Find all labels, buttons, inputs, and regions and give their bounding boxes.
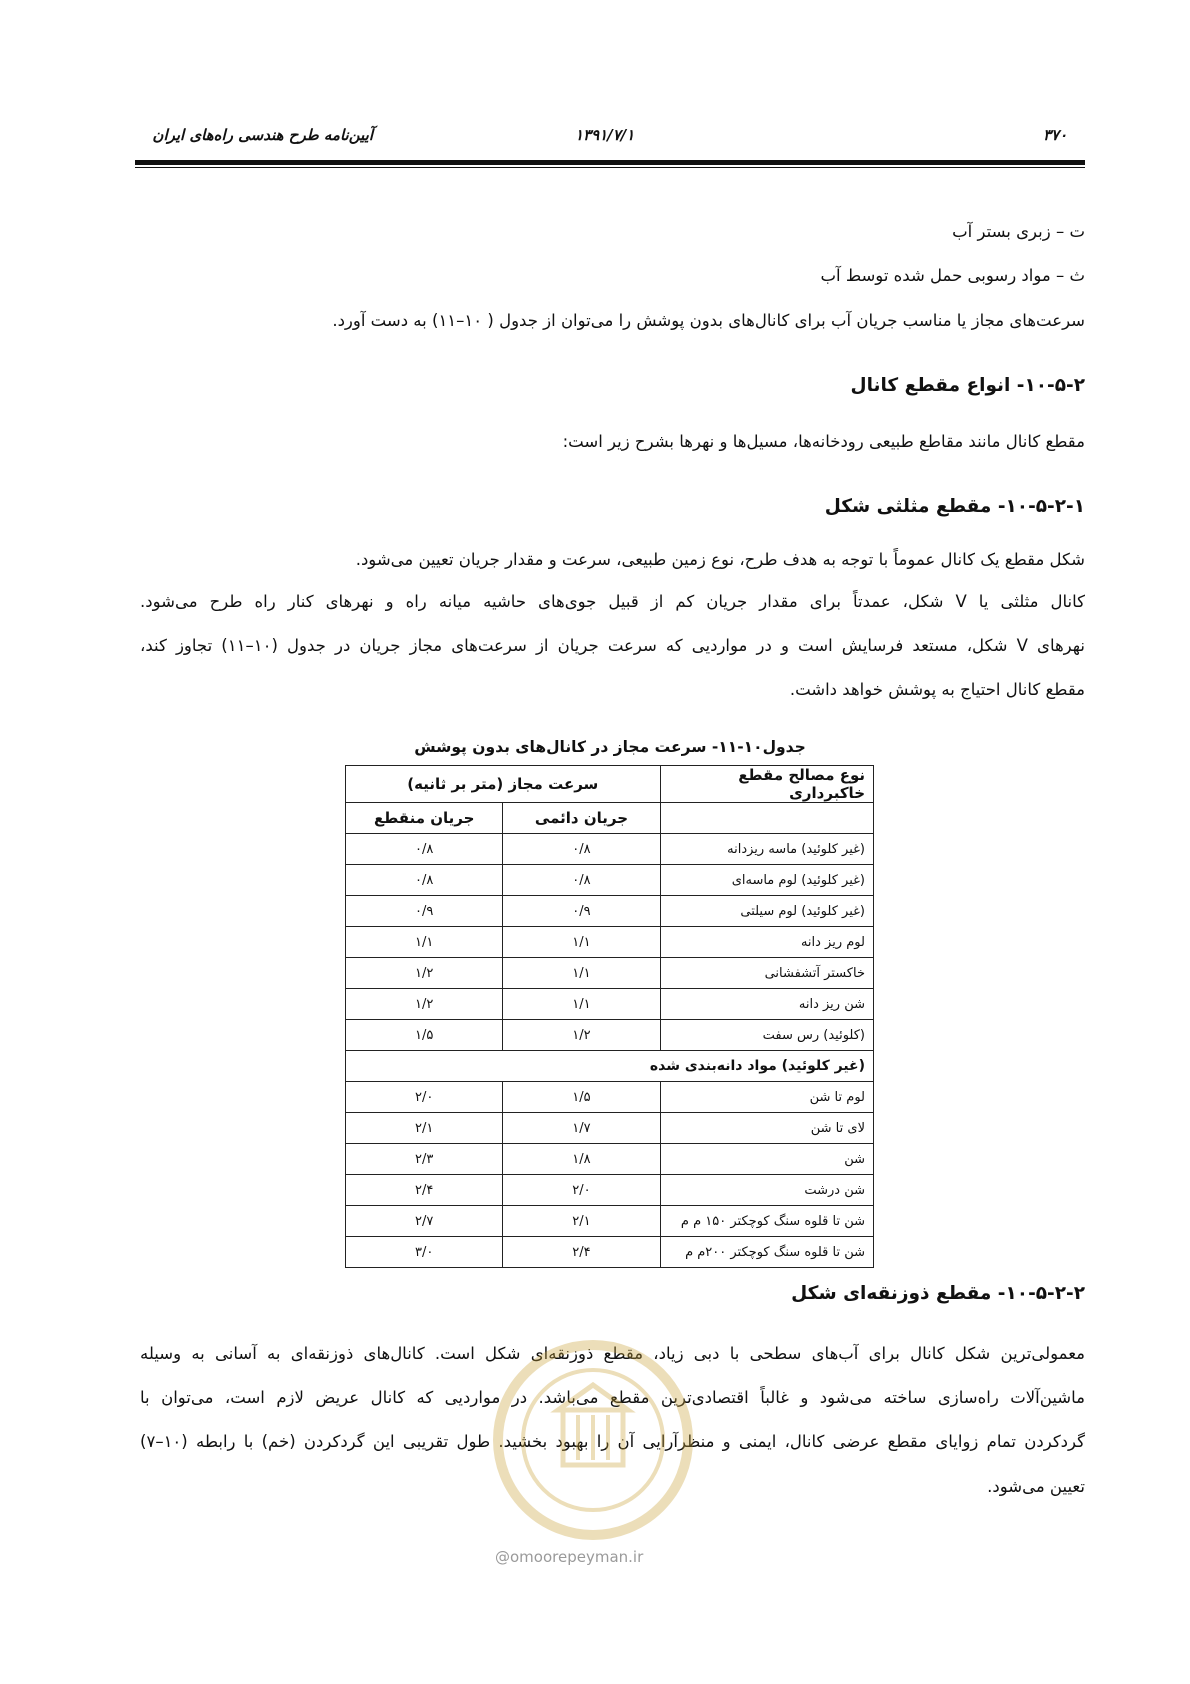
cell-intermittent-flow: ۰/۸ [346, 834, 503, 865]
paragraph-line: گردکردن تمام زوایای مقطع عرضی کانال، ایمنی و منظرآرایی آن را بهبود بخشید. طول تقریبی این گردکردن (خم) با رابطه (۱۰–۷) [140, 1432, 1085, 1451]
cell-intermittent-flow: ۱/۲ [346, 958, 503, 989]
table-row [346, 834, 874, 865]
cell-permanent-flow: ۰/۸ [503, 865, 660, 896]
cell-permanent-flow: ۱/۷ [503, 1113, 660, 1144]
cell-permanent-flow: ۱/۸ [503, 1144, 660, 1175]
cell-material: (کلوئید) رس سفت [660, 1020, 873, 1051]
cell-material: شن ریز دانه [660, 989, 873, 1020]
header-rule-thick [135, 160, 1085, 165]
paragraph-line: معمولی‌ترین شکل کانال برای آب‌های سطحی با دبی زیاد، مقطع ذوزنقه‌ای شکل است. کانال‌های ذوزنقه‌ای به آسانی به وسیله [140, 1344, 1085, 1363]
cell-material: (غیر کلوئید) لوم سیلتی [660, 896, 873, 927]
cell-intermittent-flow: ۳/۰ [346, 1237, 503, 1268]
cell-material: (غیر کلوئید) ماسه ریزدانه [660, 834, 873, 865]
cell-intermittent-flow: ۰/۸ [346, 865, 503, 896]
cell-permanent-flow: ۱/۱ [503, 989, 660, 1020]
watermark-url: @omoorepeyman.ir [495, 1548, 644, 1566]
header-intermittent-flow: جریان منقطع [346, 803, 503, 834]
cell-intermittent-flow: ۲/۴ [346, 1175, 503, 1206]
watermark-seal-icon [483, 1330, 703, 1570]
header-material: نوع مصالح مقطع خاکبرداری [660, 766, 873, 803]
paragraph-line: نهرهای V شکل، مستعد فرسایش است و در مواردیی که سرعت جریان از سرعت‌های مجاز جریان در جدول (۱۰–۱۱) تجاوز کند، [140, 636, 1085, 655]
cell-intermittent-flow: ۰/۹ [346, 896, 503, 927]
table-row [346, 1175, 874, 1206]
header-empty-cell [660, 803, 873, 834]
cell-intermittent-flow: ۱/۵ [346, 1020, 503, 1051]
header-date: ۱۳۹۱/۷/۱ [575, 126, 635, 144]
table-row [346, 1144, 874, 1175]
cell-permanent-flow: ۰/۸ [503, 834, 660, 865]
paragraph-line: مقطع کانال احتیاج به پوشش خواهد داشت. [789, 680, 1085, 699]
table-row [346, 1206, 874, 1237]
section-heading-triangular: ۱۰-۵-۲-۱- مقطع مثلثی شکل [824, 496, 1085, 517]
table-row [346, 1082, 874, 1113]
table-body-b [346, 1082, 874, 1268]
cell-intermittent-flow: ۲/۰ [346, 1082, 503, 1113]
cell-permanent-flow: ۱/۵ [503, 1082, 660, 1113]
section-heading-channel-types: ۱۰-۵-۲- انواع مقطع کانال [850, 375, 1085, 396]
cell-material: خاکستر آتشفشانی [660, 958, 873, 989]
cell-material: لوم ریز دانه [660, 927, 873, 958]
paragraph-line: کانال مثلثی یا V شکل، عمدتاً برای مقدار جریان کم از قبیل جوی‌های حاشیه میانه راه و نهرهای کنار راه طرح می‌شود. [140, 592, 1085, 611]
table-caption: جدول۱۰-۱۱- سرعت مجاز در کانال‌های بدون پوشش [414, 738, 806, 756]
cell-permanent-flow: ۰/۹ [503, 896, 660, 927]
running-title: آیین‌نامه طرح هندسی راه‌های ایران [152, 126, 373, 144]
table-row [346, 989, 874, 1020]
header-permanent-flow: جریان دائمی [503, 803, 660, 834]
list-item-te: ت – زبری بستر آب [952, 222, 1085, 241]
header-rule-thin [135, 167, 1085, 168]
table-row [346, 1020, 874, 1051]
cell-material: شن تا قلوه سنگ کوچکتر ۱۵۰ م م [660, 1206, 873, 1237]
table-body-a [346, 834, 874, 1051]
list-item-se: ث – مواد رسوبی حمل شده توسط آب [820, 266, 1085, 285]
cell-permanent-flow: ۱/۱ [503, 927, 660, 958]
cell-permanent-flow: ۲/۰ [503, 1175, 660, 1206]
section-text-channel-types: مقطع کانال مانند مقاطع طبیعی رودخانه‌ها، مسیل‌ها و نهرها بشرح زیر است: [562, 432, 1085, 451]
cell-intermittent-flow: ۱/۱ [346, 927, 503, 958]
section-heading-trapezoidal: ۱۰-۵-۲-۲- مقطع ذوزنقه‌ای شکل [791, 1283, 1085, 1304]
cell-permanent-flow: ۱/۱ [503, 958, 660, 989]
cell-intermittent-flow: ۱/۲ [346, 989, 503, 1020]
table-header-row [346, 766, 874, 803]
cell-intermittent-flow: ۲/۱ [346, 1113, 503, 1144]
cell-permanent-flow: ۲/۱ [503, 1206, 660, 1237]
cell-material: لای تا شن [660, 1113, 873, 1144]
table-subheader-row [346, 803, 874, 834]
table-row [346, 958, 874, 989]
cell-permanent-flow: ۱/۲ [503, 1020, 660, 1051]
cell-intermittent-flow: ۲/۳ [346, 1144, 503, 1175]
table-row [346, 927, 874, 958]
header-allowed-speed: سرعت مجاز (متر بر ثانیه) [346, 766, 661, 803]
cell-material: شن تا قلوه سنگ کوچکتر ۲۰۰م م [660, 1237, 873, 1268]
cell-permanent-flow: ۲/۴ [503, 1237, 660, 1268]
cell-material: (غیر کلوئید) لوم ماسه‌ای [660, 865, 873, 896]
cell-material: شن [660, 1144, 873, 1175]
table-row [346, 865, 874, 896]
paragraph-line: تعیین می‌شود. [987, 1477, 1085, 1496]
table-row [346, 896, 874, 927]
paragraph-line: ماشین‌آلات راه‌سازی ساخته می‌شود و غالباً اقتصادی‌ترین مقطع می‌باشد. در مواردیی که کانال عریض لازم است، می‌توان با [140, 1388, 1085, 1407]
velocity-table [345, 765, 874, 1268]
intro-sentence: سرعت‌های مجاز یا مناسب جریان آب برای کانال‌های بدون پوشش را می‌توان از جدول ( ۱۰–۱۱) به دست آورد. [332, 311, 1085, 330]
cell-material: لوم تا شن [660, 1082, 873, 1113]
table-row [346, 1237, 874, 1268]
table-row [346, 1113, 874, 1144]
cell-intermittent-flow: ۲/۷ [346, 1206, 503, 1237]
page-number: ۳۷۰ [1043, 126, 1068, 144]
paragraph-line: شکل مقطع یک کانال عموماً با توجه به هدف طرح، نوع زمین طبیعی، سرعت و مقدار جریان تعیین می‌شود. [355, 550, 1085, 569]
table-group-row [346, 1051, 874, 1082]
cell-material: شن درشت [660, 1175, 873, 1206]
group-label: (غیر کلوئید) مواد دانه‌بندی شده [346, 1051, 874, 1082]
